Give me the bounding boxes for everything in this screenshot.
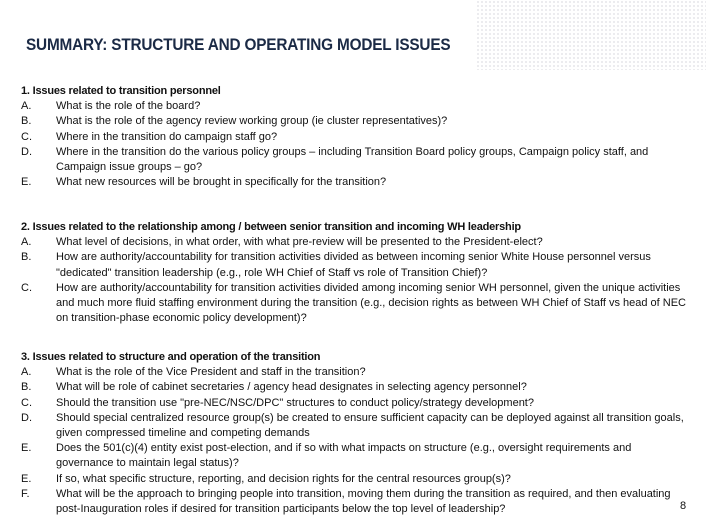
item-text: What is the role of the Vice President and staff in the transition? <box>56 366 366 379</box>
item-text: What will be the approach to bringing people into transition, moving them during the transition as required, and then evaluating post-Inauguration roles if desired for transition participants below the top level of leadership? <box>56 487 671 516</box>
list-item <box>21 396 691 411</box>
item-letter: B. <box>21 115 32 128</box>
decorative-dot-pattern <box>476 0 706 70</box>
item-letter: C. <box>21 130 32 143</box>
item-letter: B. <box>21 381 32 394</box>
section-structure-operation <box>21 350 691 517</box>
list-item <box>21 235 691 250</box>
item-text: How are authority/accountability for transition activities divided among incoming senior WH personnel, given the unique activities and much more fluid staffing environment during the transition (e.g., decision rights as between WH Chief of Staff vs head of NEC on transition-phase economic policy development)? <box>56 281 686 325</box>
item-letter: A. <box>21 366 32 379</box>
section-heading: 1. Issues related to transition personnel <box>21 85 221 97</box>
item-letter: B. <box>21 251 32 264</box>
item-text: Does the 501(c)(4) entity exist post-election, and if so with what impacts on structure (e.g., oversight requirements and governance to maintain legal status)? <box>56 442 632 470</box>
section-heading: 2. Issues related to the relationship among / between senior transition and incoming WH leadership <box>21 221 521 233</box>
item-text: If so, what specific structure, reporting, and decision rights for the central resources group(s)? <box>56 472 511 485</box>
list-item <box>21 114 691 129</box>
item-letter: E. <box>21 176 32 189</box>
list-item <box>21 441 691 471</box>
section-heading: 3. Issues related to structure and operation of the transition <box>21 351 321 363</box>
item-letter: A. <box>21 236 32 249</box>
item-text: What level of decisions, in what order, with what pre-review will be presented to the President-elect? <box>56 236 543 249</box>
list-item <box>21 145 691 175</box>
item-text: Where in the transition do campaign staff go? <box>56 130 278 143</box>
item-letter: F. <box>21 487 30 500</box>
item-text: Should special centralized resource group(s) be created to ensure sufficient capacity can be deployed against all transition goals, given compressed timeline and competing demands <box>56 411 684 440</box>
list-item <box>21 380 691 395</box>
item-text: How are authority/accountability for transition activities divided as between incoming senior White House personnel versus "dedicated" transition leadership (e.g., role WH Chief of Staff vs role of Transition Chief)? <box>56 251 651 279</box>
item-text: Should the transition use "pre-NEC/NSC/DPC" structures to conduct policy/strategy development? <box>56 396 534 409</box>
list-item <box>21 130 691 145</box>
list-item <box>21 472 691 487</box>
item-letter: E. <box>21 442 32 455</box>
list-item <box>21 175 691 190</box>
list-item <box>21 250 691 280</box>
section-transition-personnel <box>21 84 691 190</box>
item-text: What will be role of cabinet secretaries / agency head designates in selecting agency personnel? <box>56 381 527 394</box>
section-leadership-relationship <box>21 220 691 326</box>
item-letter: E. <box>21 472 32 485</box>
item-letter: A. <box>21 100 32 113</box>
list-item <box>21 411 691 441</box>
item-letter: D. <box>21 411 32 424</box>
page-title: SUMMARY: STRUCTURE AND OPERATING MODEL ISSUES <box>26 36 451 54</box>
item-letter: C. <box>21 396 32 409</box>
item-letter: C. <box>21 281 32 294</box>
list-item <box>21 99 691 114</box>
item-letter: D. <box>21 145 32 158</box>
list-item <box>21 487 691 517</box>
item-text: What is the role of the agency review working group (ie cluster representatives)? <box>56 115 448 128</box>
item-text: Where in the transition do the various policy groups – including Transition Board policy groups, Campaign policy staff, and Campaign issue groups – go? <box>56 145 649 174</box>
list-item <box>21 281 691 327</box>
list-item <box>21 365 691 380</box>
item-text: What is the role of the board? <box>56 100 201 113</box>
page-number: 8 <box>680 500 687 512</box>
item-text: What new resources will be brought in specifically for the transition? <box>56 176 387 189</box>
